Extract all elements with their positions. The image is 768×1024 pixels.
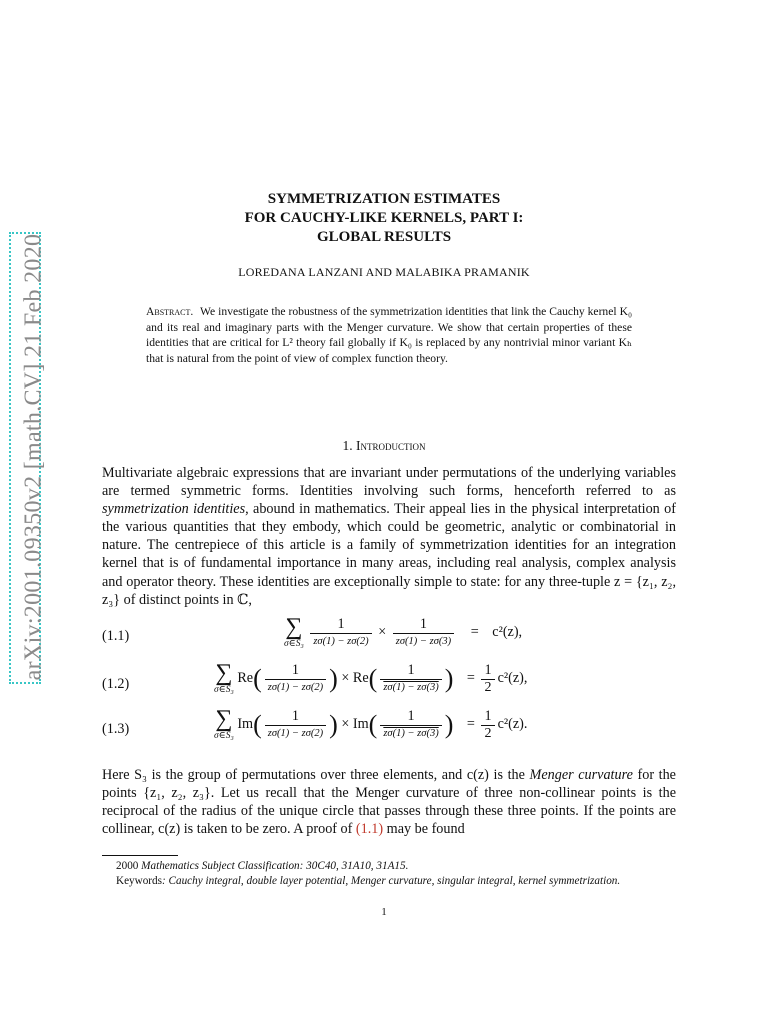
real-part-operator: Re [237, 670, 254, 686]
title-line: FOR CAUCHY-LIKE KERNELS, PART I: [244, 210, 524, 226]
abstract-label: Abstract. [146, 305, 194, 318]
fraction: $\frac{1}{z\sigma(1) - z\sigma(3)}$ [393, 616, 454, 649]
paper-title [0, 190, 768, 247]
paragraph-text: , abound in mathematics. Their appeal lies in the physical interpretation of the various quantities that they embody, which could be geometric, analytic or combinatorial in nature. The centrepiece of this article is a family of symmetrization identities for an integration kernel that is of fundamental importance in many areas, including real analysis, complex analysis and operator theory. These identities are exceptionally simple to state: for any three-tuple z = {z₁, z₂, z₃} of distinct points in ℂ, [102, 501, 676, 608]
section-number: 1. [342, 438, 353, 453]
equation-label: (1.3) [102, 721, 130, 737]
followup-paragraph [102, 766, 676, 838]
arxiv-identifier-stamp[interactable]: arXiv:2001.09350v2 [math.CV] 21 Feb 2020 [20, 233, 47, 681]
equals-sign: = [466, 716, 475, 732]
title-line: GLOBAL RESULTS [316, 229, 452, 245]
equation-rhs: c²(z). [497, 716, 528, 732]
equation-1-1 [284, 616, 522, 649]
fraction: $\frac{1}{z\sigma(1) - z\sigma(2)}$ [265, 708, 326, 741]
title-line: SYMMETRIZATION ESTIMATES [267, 191, 501, 207]
paragraph-text: Multivariate algebraic expressions that are invariant under permutations of the underlying variables are termed symmetric forms. Identities involving such forms, henceforth referred to as [102, 465, 676, 500]
keywords-footnote [102, 874, 676, 889]
fraction: $\frac{1}{z\sigma(1) - z\sigma(3)}$ [380, 662, 441, 695]
section-title: Introduction [356, 438, 426, 453]
summation: ∑ σ∈S₃ [284, 614, 304, 649]
equals-sign: = [466, 670, 475, 686]
msc-codes: 30C40, 31A10, 31A15. [306, 860, 409, 872]
author-list: LOREDANA LANZANI AND MALABIKA PRAMANIK [238, 265, 530, 279]
abstract-text: We investigate the robustness of the symmetrization identities that link the Cauchy kernel K₀ and its real and imaginary parts with the Menger curvature. We show that certain properties of these identities that are critical for L² theory fail globally if K₀ is replaced by any nontrivial minor variant Kₕ that is natural from the point of view of complex function theory. [146, 305, 632, 365]
equation-1-3: ∑ σ∈S₃ Im( $\frac{1}{z\sigma(1) - z\sigma(2)}$ ) × Im( $\frac{1}{z\sigma(1) - z\sigma(3)}$ ) = $\frac{1}{2}$ c²(z). [214, 706, 528, 741]
equation-reference-link[interactable]: (1.1) [355, 821, 384, 838]
times-sign: × [341, 716, 350, 732]
emphasis-text: symmetrization identities [102, 501, 246, 518]
equals-sign: = [470, 624, 479, 640]
one-half: $\frac{1}{2}$ [481, 662, 494, 695]
one-half: $\frac{1}{2}$ [481, 708, 494, 741]
fraction: $\frac{1}{z\sigma(1) - z\sigma(3)}$ [380, 708, 441, 741]
msc-footnote [102, 859, 676, 874]
times-sign: × [341, 670, 350, 686]
keywords-label: Keywords [116, 875, 162, 887]
imaginary-part-operator: Im [352, 716, 369, 732]
summation: ∑ σ∈S₃ [214, 660, 234, 695]
keywords-list: : Cauchy integral, double layer potential, Menger curvature, singular integral, kernel symmetrization. [162, 875, 621, 887]
msc-label: Mathematics Subject Classification: [141, 860, 304, 872]
page-number: 1 [381, 906, 387, 918]
equation-rhs: c²(z), [497, 670, 528, 686]
equation-label: (1.1) [102, 628, 130, 644]
paragraph-text: for the points {z₁, z₂, z₃}. Let us recall that the Menger curvature of three non-collinear points is the reciprocal of the radius of the unique circle that passes through these three points. If the points are collinear, c(z) is taken to be zero. A proof of [102, 767, 676, 838]
fraction: $\frac{1}{z\sigma(1) - z\sigma(2)}$ [265, 662, 326, 695]
emphasis-text: Menger curvature [529, 767, 633, 783]
equation-label: (1.2) [102, 676, 130, 692]
msc-year: 2000 [116, 860, 139, 872]
equation-1-2: ∑ σ∈S₃ Re( $\frac{1}{z\sigma(1) - z\sigma(2)}$ ) × Re( $\frac{1}{z\sigma(1) - z\sigma(3)}$ ) = $\frac{1}{2}$ c²(z), [214, 660, 528, 695]
paragraph-text: Here S₃ is the group of permutations over three elements, and c(z) is the [102, 767, 530, 783]
footnote-divider [102, 855, 178, 856]
times-sign: × [378, 624, 387, 640]
imaginary-part-operator: Im [237, 716, 254, 732]
equation-rhs: c²(z), [492, 624, 523, 640]
section-heading [0, 438, 768, 454]
real-part-operator: Re [352, 670, 369, 686]
intro-paragraph [102, 464, 676, 609]
summation: ∑ σ∈S₃ [214, 706, 234, 741]
abstract [146, 304, 632, 366]
fraction: $\frac{1}{z\sigma(1) - z\sigma(2)}$ [310, 616, 371, 649]
paragraph-text: may be found [383, 821, 465, 838]
